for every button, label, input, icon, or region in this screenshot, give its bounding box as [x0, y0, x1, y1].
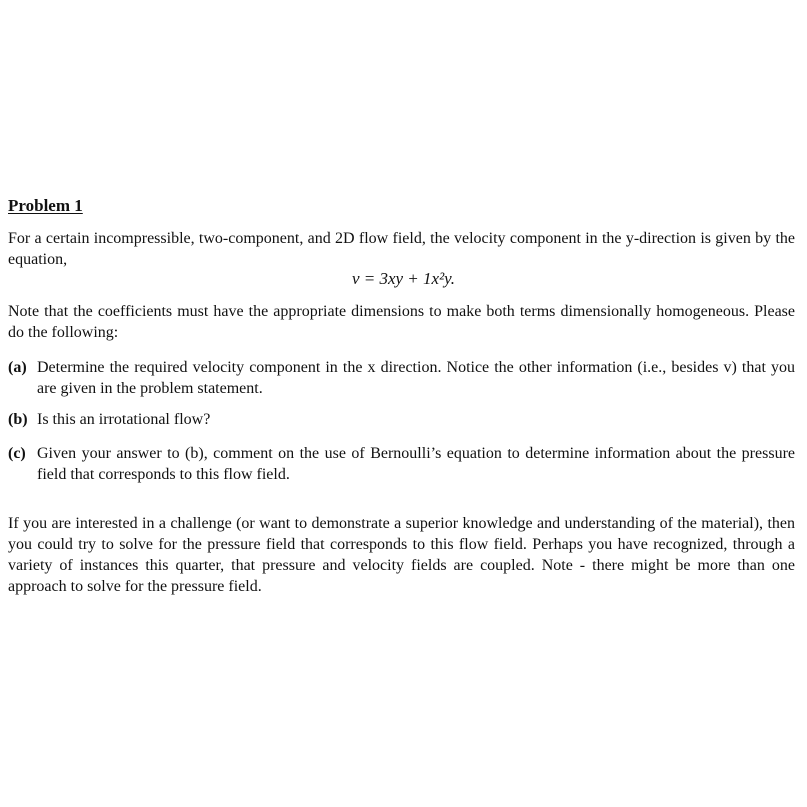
velocity-equation: v = 3xy + 1x²y.	[351, 269, 456, 288]
task-item-c	[8, 443, 795, 485]
problem-intro: For a certain incompressible, two-component, and 2D flow field, the velocity component in the y-direction is given by the equation,	[8, 230, 795, 268]
task-text-c: Given your answer to (b), comment on the use of Bernoulli’s equation to determine information about the pressure field that corresponds to this flow field.	[37, 445, 795, 483]
task-text-a: Determine the required velocity component in the x direction. Notice the other information (i.e., besides v) that you are given in the problem statement.	[37, 359, 795, 397]
task-item-b	[8, 409, 795, 430]
task-marker-b: (b)	[8, 411, 28, 428]
task-marker-a: (a)	[8, 359, 27, 376]
dimension-note: Note that the coefficients must have the appropriate dimensions to make both terms dimensionally homogeneous. Please do the following:	[8, 303, 795, 341]
task-item-a	[8, 357, 795, 399]
challenge-paragraph: If you are interested in a challenge (or want to demonstrate a superior knowledge and understanding of the material), then you could try to solve for the pressure field that corresponds to this flow field. Perhaps you have recognized, through a variety of instances this quarter, that pressure and velocity fields are coupled. Note - there might be more than one approach to solve for the pressure field.	[8, 515, 795, 595]
task-text-b: Is this an irrotational flow?	[37, 411, 211, 428]
problem-title: Problem 1	[8, 196, 83, 215]
task-marker-c: (c)	[8, 445, 26, 462]
